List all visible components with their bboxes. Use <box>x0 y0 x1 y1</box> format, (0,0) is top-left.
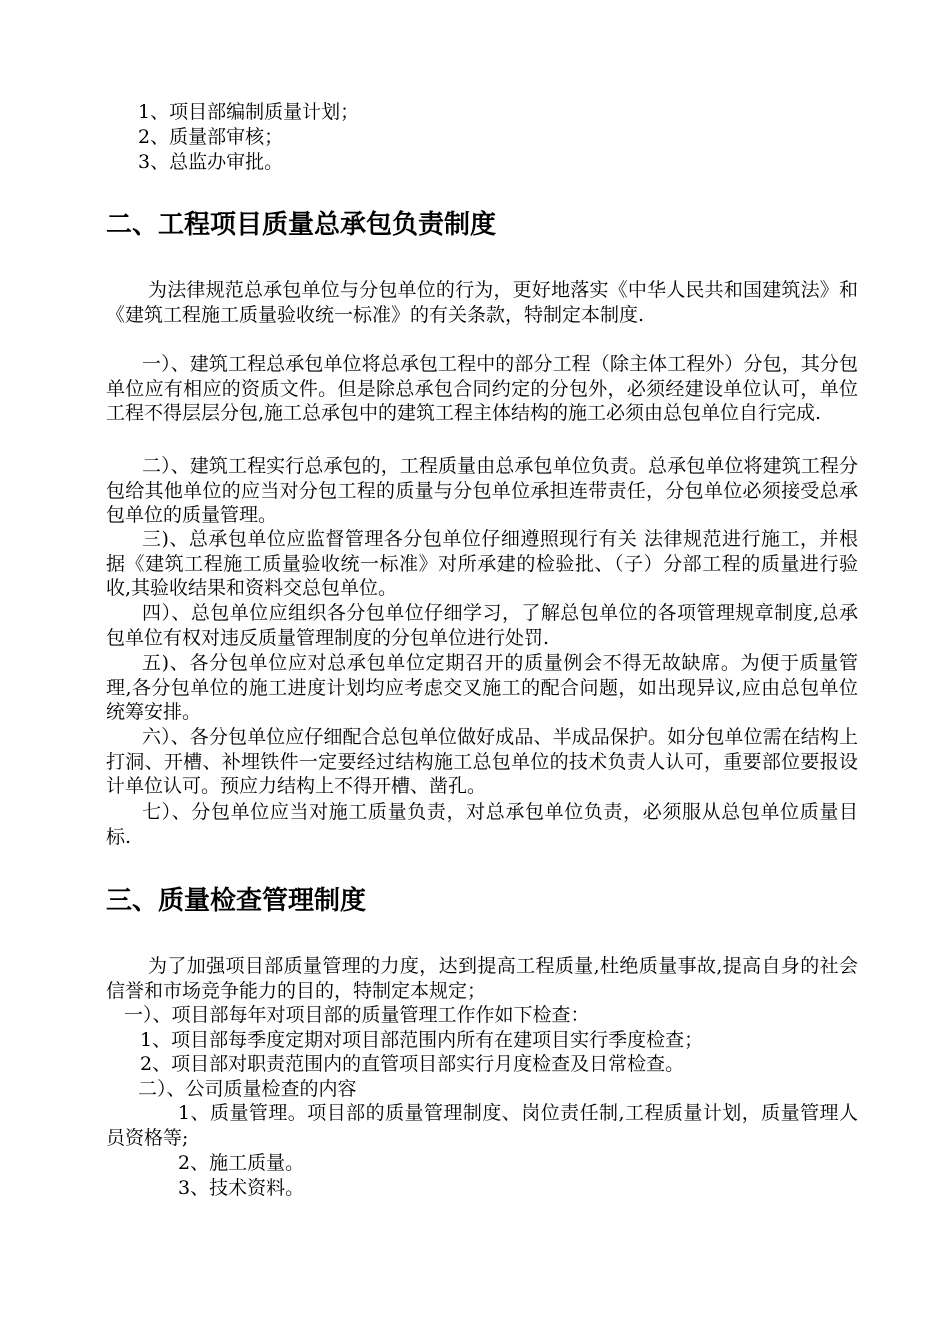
list-item: 1、质量管理。项目部的质量管理制度、岗位责任制,工程质量计划，质量管理人员资格等; <box>106 1102 858 1149</box>
list-item: 2、质量部审核； <box>138 126 284 148</box>
list-item: 2、施工质量。 <box>178 1152 305 1174</box>
paragraph: 二）、建筑工程实行总承包的，工程质量由总承包单位负责。总承包单位将建筑工程分包给其他单位的应当对分包工程的质量与分包单位承担连带责任，分包单位必须接受总承包单位的质量管理。 <box>106 455 858 526</box>
list-item: 1、项目部编制质量计划； <box>138 101 360 123</box>
paragraph: 三)、总承包单位应监督管理各分包单位仔细遵照现行有关 法律规范进行施工，并根据《建筑工程施工质量验收统一标准》对所承建的检验批、（子）分部工程的质量进行验收,其验收结果和资料交总包单位。 <box>106 528 858 599</box>
list-item: 2、项目部对职责范围内的直管项目部实行月度检查及日常检查。 <box>140 1053 685 1075</box>
paragraph: 为法律规范总承包单位与分包单位的行为，更好地落实《中华人民共和国建筑法》和《建筑工程施工质量验收统一标准》的有关条款，特制定本制度. <box>106 279 858 326</box>
paragraph: 七）、分包单位应当对施工质量负责，对总承包单位负责，必须服从总包单位质量目标. <box>106 801 858 848</box>
list-item: 1、项目部每季度定期对项目部范围内所有在建项目实行季度检查； <box>140 1029 704 1051</box>
paragraph: 为了加强项目部质量管理的力度，达到提高工程质量,杜绝质量事故,提高自身的社会信誉和市场竞争能力的目的，特制定本规定； <box>106 955 858 1002</box>
list-item: 3、总监办审批。 <box>138 151 284 173</box>
paragraph: 六）、各分包单位应仔细配合总包单位做好成品、半成品保护。如分包单位需在结构上打洞、开槽、补埋铁件一定要经过结构施工总包单位的技术负责人认可，重要部位要报设计单位认可。预应力结构上不得开槽、凿孔。 <box>106 726 858 797</box>
paragraph: 五)、各分包单位应对总承包单位定期召开的质量例会不得无故缺席。为便于质量管理,各分包单位的施工进度计划均应考虑交叉施工的配合问题，如出现异议,应由总包单位统筹安排。 <box>106 652 858 723</box>
section-heading: 二、工程项目质量总承包负责制度 <box>106 210 497 240</box>
paragraph: 一）、项目部每年对项目部的质量管理工作作如下检查： <box>124 1004 590 1026</box>
paragraph: 二）、公司质量检查的内容 <box>138 1078 357 1100</box>
paragraph: 一）、建筑工程总承包单位将总承包工程中的部分工程（除主体工程外）分包，其分包单位应有相应的资质文件。但是除总承包合同约定的分包外，必须经建设单位认可，单位工程不得层层分包,施工总承包中的建筑工程主体结构的施工必须由总包单位自行完成. <box>106 353 858 424</box>
section-heading: 三、质量检查管理制度 <box>106 886 367 916</box>
paragraph: 四）、总包单位应组织各分包单位仔细学习，了解总包单位的各项管理规章制度,总承包单位有权对违反质量管理制度的分包单位进行处罚. <box>106 602 858 649</box>
list-item: 3、技术资料。 <box>178 1177 305 1199</box>
